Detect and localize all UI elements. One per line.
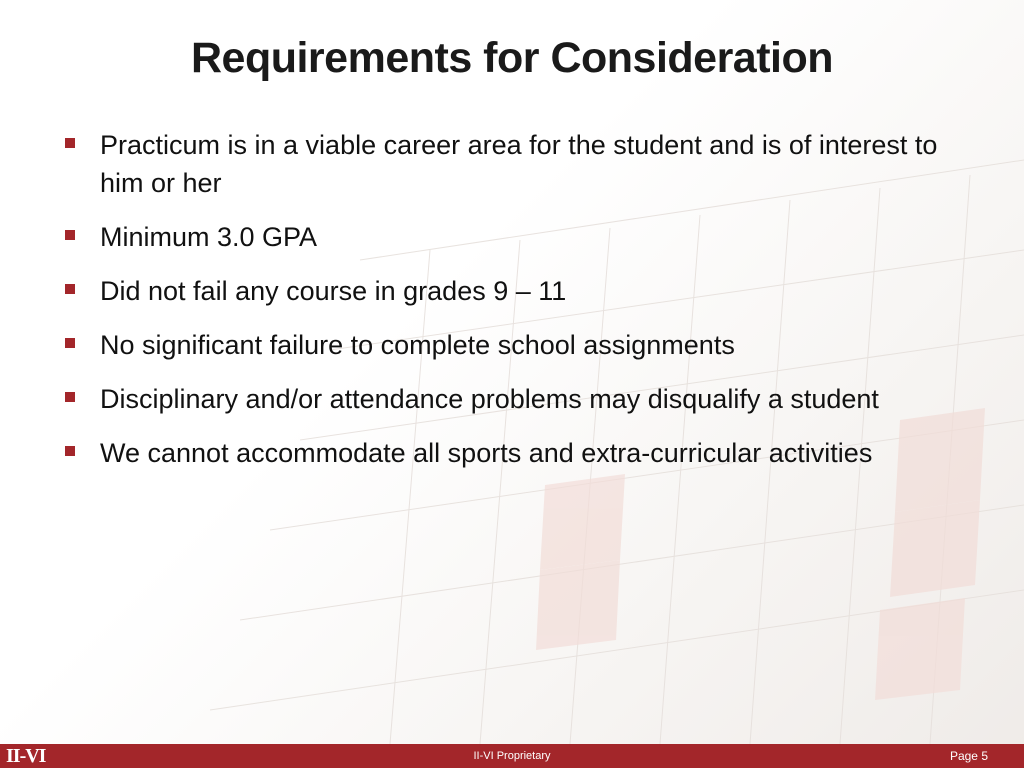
bullet-item [62, 126, 942, 202]
bullet-text: We cannot accommodate all sports and extra-curricular activities [100, 438, 873, 468]
bullet-text: No significant failure to complete school assignments [100, 330, 735, 360]
bullet-text: Practicum is in a viable career area for the student and is of interest to him or her [100, 130, 938, 198]
footer-bar [0, 744, 1024, 768]
bullet-list [62, 126, 942, 488]
bullet-item [62, 434, 942, 472]
square-bullet-icon [65, 338, 75, 348]
slide-title: Requirements for Consideration [190, 34, 834, 82]
bullet-text: Minimum 3.0 GPA [100, 222, 318, 252]
proprietary-label: II-VI Proprietary [473, 750, 551, 762]
bullet-item [62, 218, 942, 256]
bullet-item [62, 272, 942, 310]
square-bullet-icon [65, 446, 75, 456]
page-number: Page 5 [949, 749, 988, 763]
square-bullet-icon [65, 230, 75, 240]
company-logo: II-VI [6, 745, 46, 767]
bullet-text: Disciplinary and/or attendance problems may disqualify a student [100, 384, 879, 414]
bullet-text: Did not fail any course in grades 9 – 11 [100, 276, 567, 306]
square-bullet-icon [65, 138, 75, 148]
square-bullet-icon [65, 284, 75, 294]
bullet-item [62, 380, 942, 418]
bullet-item [62, 326, 942, 364]
square-bullet-icon [65, 392, 75, 402]
